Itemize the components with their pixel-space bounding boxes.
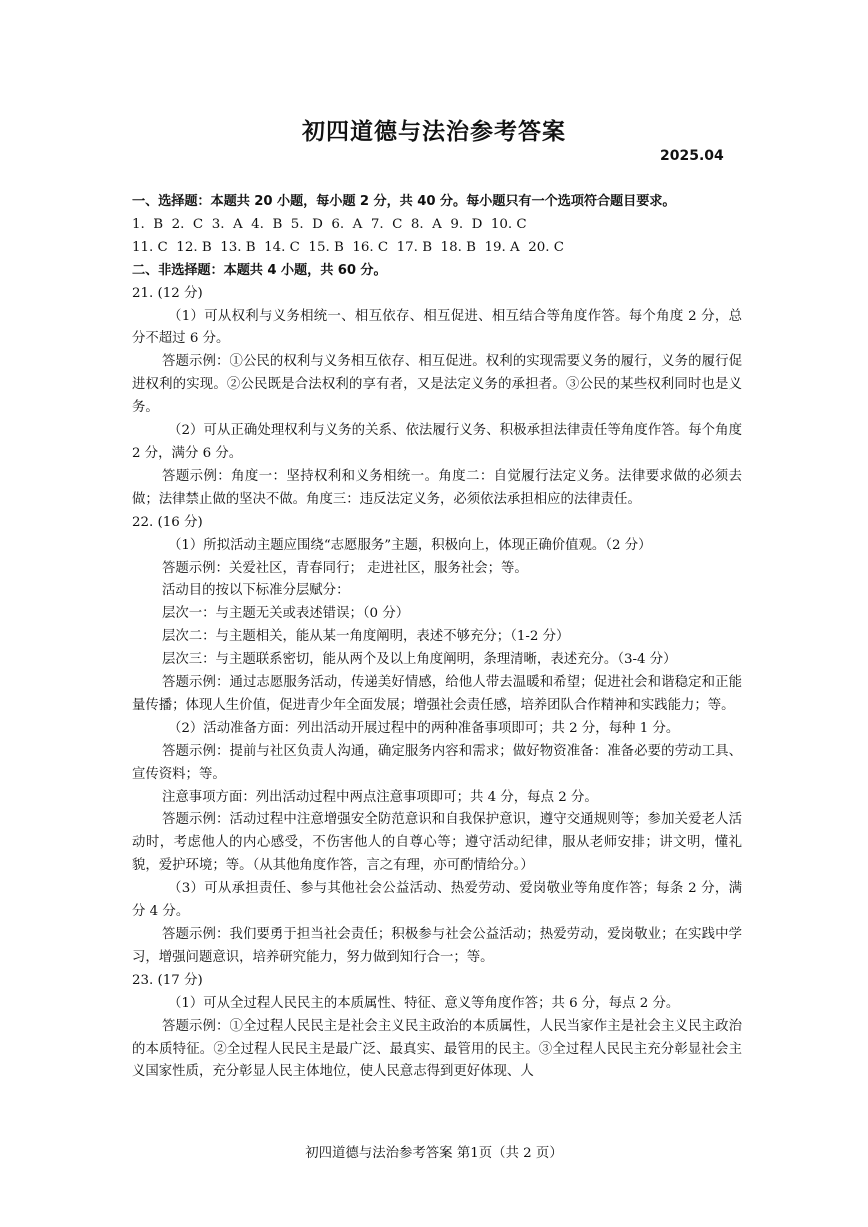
q22-purpose-scoring: 活动目的按以下标准分层赋分：	[162, 583, 350, 599]
q22-level-1: 层次一：与主题无关或表述错误；（0 分）	[162, 606, 410, 622]
q21-part2-criteria: （2）可从正确处理权利与义务的关系、依法履行义务、积极承担法律责任等角度作答。每个角度 2 分，满分 6 分。	[132, 423, 742, 461]
q22-precautions-example: 答题示例：活动过程中注意增强安全防范意识和自我保护意识，遵守交通规则等；参加关爱老人活动时，考虑他人的内心感受，不伤害他人的自尊心等；遵守活动纪律，服从老师安排；讲文明，懂礼貌，爱护环境；等。（从其他角度作答，言之有理，亦可酌情给分。）	[132, 812, 742, 874]
q22-part1-criteria: （1）所拟活动主题应围绕“志愿服务”主题，积极向上，体现正确价值观。（2 分）	[168, 537, 652, 553]
answer-content	[132, 191, 742, 1084]
q23-part1-example: 答题示例：①全过程人民民主是社会主义民主政治的本质属性，人民当家作主是社会主义民主政治的本质特征。②全过程人民民主是最广泛、最真实、最管用的民主。③全过程人民民主充分彰显社会主义国家性质，充分彰显人民主体地位，使人民意志得到更好体现、人	[132, 1018, 742, 1080]
q23-part1-criteria: （1）可从全过程人民民主的本质属性、特征、意义等角度作答；共 6 分，每点 2 分。	[168, 995, 680, 1011]
q22-part3-criteria: （3）可从承担责任、参与其他社会公益活动、热爱劳动、爱岗敬业等角度作答；每条 2 分，满分 4 分。	[132, 881, 742, 920]
section1-heading: 一、选择题：本题共 20 小题，每小题 2 分，共 40 分。每小题只有一个选项符合题目要求。	[132, 194, 676, 209]
q22-preparation-example: 答题示例：提前与社区负责人沟通，确定服务内容和需求；做好物资准备：准备必要的劳动工具、宣传资料；等。	[132, 743, 742, 782]
q22-level-2: 层次二：与主题相关，能从某一角度阐明，表述不够充分；（1-2 分）	[162, 629, 570, 645]
mc-answers-row-2: 11. C 12. B 13. B 14. C 15. B 16. C 17. B 18. B 19. A 20. C	[132, 239, 564, 255]
page-title: 初四道德与法治参考答案	[302, 119, 566, 145]
question-23-number: 23. (17 分)	[132, 972, 203, 988]
q21-part2-example: 答题示例：角度一：坚持权利和义务相统一。角度二：自觉履行法定义务。法律要求做的必须去做；法律禁止做的坚决不做。角度三：违反法定义务，必须依法承担相应的法律责任。	[132, 468, 742, 507]
q22-purpose-example: 答题示例：通过志愿服务活动，传递美好情感，给他人带去温暖和希望；促进社会和谐稳定和正能量传播；体现人生价值，促进青少年全面发展；增强社会责任感，培养团队合作精神和实践能力；等。	[132, 675, 742, 713]
document-date: 2025.04	[660, 148, 724, 164]
q22-level-3: 层次三：与主题联系密切，能从两个及以上角度阐明，条理清晰，表述充分。（3-4 分）	[162, 652, 677, 668]
q21-part1-example: 答题示例：①公民的权利与义务相互依存、相互促进。权利的实现需要义务的履行，义务的履行促进权利的实现。②公民既是合法权利的享有者，又是法定义务的承担者。③公民的某些权利同时也是义务。	[132, 354, 742, 416]
q21-part1-criteria: （1）可从权利与义务相统一、相互依存、相互促进、相互结合等角度作答。每个角度 2 分，总分不超过 6 分。	[132, 308, 742, 347]
question-22-number: 22. (16 分)	[132, 514, 203, 530]
question-21-number: 21. (12 分)	[132, 285, 203, 301]
q22-part2-preparation: （2）活动准备方面：列出活动开展过程中的两种准备事项即可；共 2 分，每种 1 分。	[168, 720, 680, 736]
page-footer: 初四道德与法治参考答案 第1页（共 2 页）	[305, 1146, 563, 1161]
section2-heading: 二、非选择题：本题共 4 小题，共 60 分。	[132, 262, 387, 278]
q22-part1-example: 答题示例：关爱社区，青春同行； 走进社区，服务社会；等。	[162, 560, 528, 576]
mc-answers-row-1: 1. B 2. C 3. A 4. B 5. D 6. A 7. C 8. A 9. D 10. C	[132, 216, 527, 232]
q22-part3-example: 答题示例：我们要勇于担当社会责任；积极参与社会公益活动；热爱劳动，爱岗敬业；在实践中学习，增强问题意识，培养研究能力，努力做到知行合一；等。	[132, 927, 742, 965]
q22-precautions: 注意事项方面：列出活动过程中两点注意事项即可；共 4 分，每点 2 分。	[162, 789, 598, 805]
